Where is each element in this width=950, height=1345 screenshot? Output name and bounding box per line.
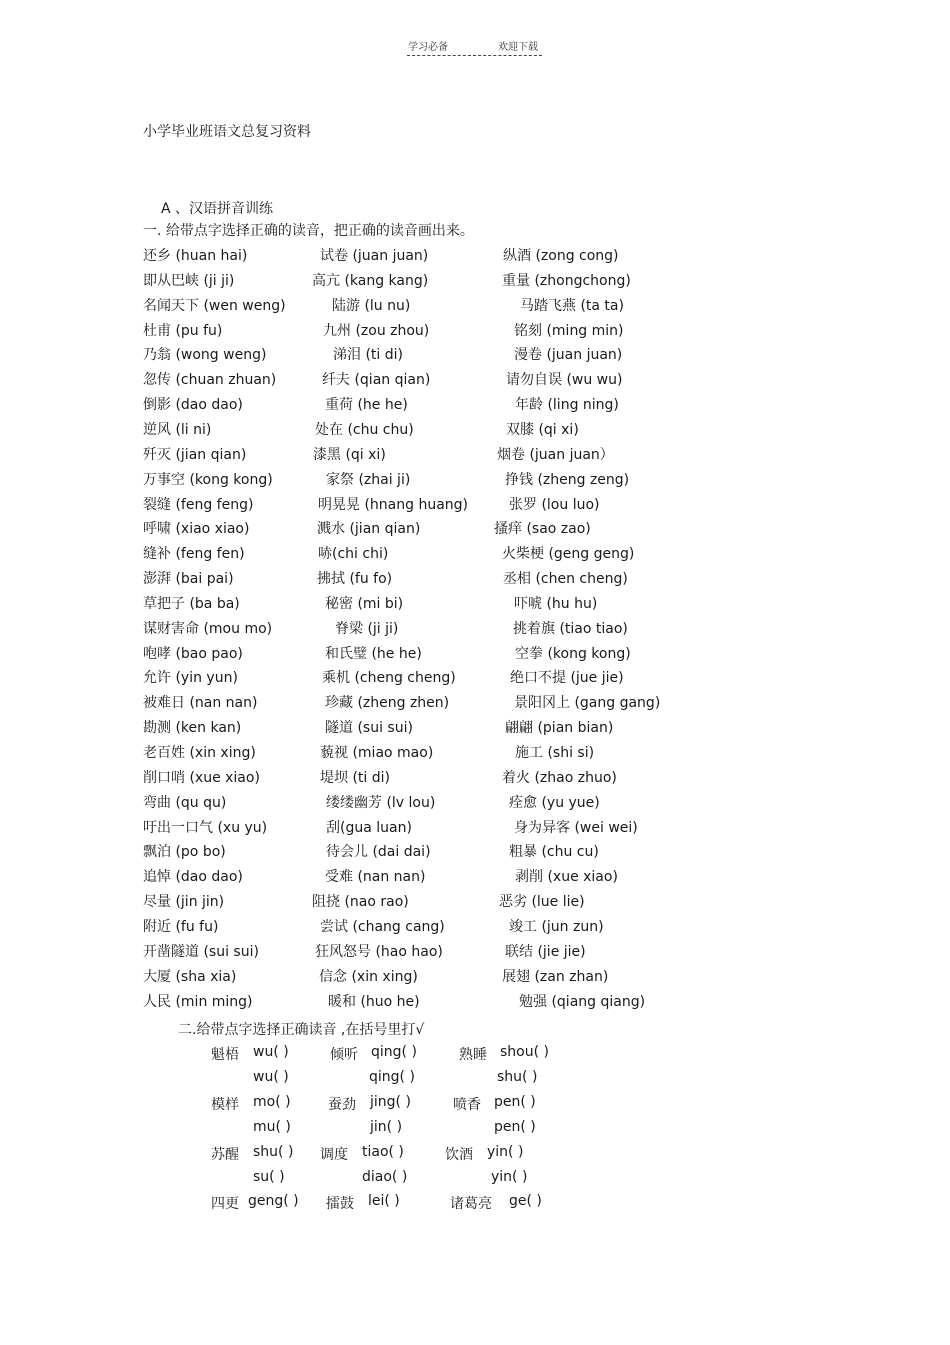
pinyin-item: 裂缝 (feng feng) xyxy=(143,496,254,513)
question-2-row xyxy=(0,1094,950,1118)
question-1-row xyxy=(0,320,950,344)
reading-option: shou( ) xyxy=(500,1044,549,1060)
pinyin-item: 竣工 (jun zun) xyxy=(509,918,604,935)
question-1-row xyxy=(0,717,950,741)
pinyin-item: 景阳冈上 (gang gang) xyxy=(514,695,661,712)
pinyin-item: 漫卷 (juan juan) xyxy=(514,347,623,364)
pinyin-item: 挑着旗 (tiao tiao) xyxy=(513,620,628,637)
pinyin-item: 马踏飞燕 (ta ta) xyxy=(520,297,624,314)
pinyin-item: 和氏璧 (he he) xyxy=(325,645,422,662)
question-1-row xyxy=(0,444,950,468)
reading-option: tiao( ) xyxy=(362,1143,404,1160)
pinyin-item: 粗暴 (chu cu) xyxy=(509,844,599,861)
reading-option: qing( ) xyxy=(371,1044,417,1060)
word-item: 倾听 xyxy=(330,1047,358,1063)
reading-option: mu( ) xyxy=(253,1118,291,1135)
question-1-row xyxy=(0,941,950,965)
pinyin-item: 谋财害命 (mou mo) xyxy=(143,620,273,637)
pinyin-item: 追悼 (dao dao) xyxy=(143,869,243,886)
pinyin-item: 大厦 (sha xia) xyxy=(143,968,237,985)
question-1-row xyxy=(0,419,950,443)
pinyin-item: 狂风怒号 (hao hao) xyxy=(315,943,443,960)
word-item: 苏醒 xyxy=(211,1146,239,1163)
word-item: 蚕劲 xyxy=(328,1096,356,1113)
question-1-row xyxy=(0,742,950,766)
pinyin-item: 陆游 (lu nu) xyxy=(332,297,411,314)
pinyin-item: 勉强 (qiang qiang) xyxy=(519,993,646,1010)
question-1-row xyxy=(0,618,950,642)
pinyin-item: 开凿隧道 (sui sui) xyxy=(143,943,259,960)
word-item: 喷香 xyxy=(453,1096,481,1113)
pinyin-item: 恶劣 (lue lie) xyxy=(499,894,585,911)
pinyin-item: 联结 (jie jie) xyxy=(505,943,586,960)
reading-option: ge( ) xyxy=(509,1193,542,1210)
pinyin-item: 九州 (zou zhou) xyxy=(323,322,430,339)
question-1-row xyxy=(0,841,950,865)
question-1-row xyxy=(0,469,950,493)
word-item: 饮酒 xyxy=(445,1146,473,1163)
pinyin-item: 堤坝 (ti di) xyxy=(320,769,390,786)
pinyin-item: 信念 (xin xing) xyxy=(319,968,418,985)
word-item: 调度 xyxy=(320,1146,348,1163)
reading-option: shu( ) xyxy=(497,1068,538,1085)
reading-option: su( ) xyxy=(253,1168,285,1185)
pinyin-item: 即从巴峡 (ji ji) xyxy=(143,272,235,289)
pinyin-item: 哧(chi chi) xyxy=(318,546,389,563)
word-item: 模样 xyxy=(211,1096,239,1113)
question-1-row xyxy=(0,270,950,294)
question-1-row xyxy=(0,593,950,617)
pinyin-item: 附近 (fu fu) xyxy=(143,918,219,935)
pinyin-item: 吁出一口气 (xu yu) xyxy=(143,819,268,836)
header-left-text: 学习必备 xyxy=(408,42,448,53)
question-1-row xyxy=(0,692,950,716)
question-1-row xyxy=(0,295,950,319)
question-1-row xyxy=(0,667,950,691)
pinyin-item: 还乡 (huan hai) xyxy=(143,248,248,264)
pinyin-item: 请勿自误 (wu wu) xyxy=(506,372,623,389)
pinyin-item: 绝口不提 (jue jie) xyxy=(510,670,624,687)
pinyin-item: 双膝 (qi xi) xyxy=(506,421,579,438)
reading-option: yin( ) xyxy=(491,1168,528,1185)
pinyin-item: 万事空 (kong kong) xyxy=(143,471,273,488)
pinyin-item: 被难日 (nan nan) xyxy=(143,695,258,712)
pinyin-item: 尽量 (jin jin) xyxy=(143,894,225,911)
pinyin-item: 逆风 (li ni) xyxy=(143,421,212,438)
reading-option: jin( ) xyxy=(370,1118,403,1135)
question-2-row xyxy=(0,1169,950,1193)
question-1-row xyxy=(0,792,950,816)
question-1-row xyxy=(0,494,950,518)
question-1-row xyxy=(0,245,950,269)
pinyin-item: 倒影 (dao dao) xyxy=(143,397,243,414)
pinyin-item: 着火 (zhao zhuo) xyxy=(502,769,617,786)
header-divider xyxy=(407,55,542,56)
pinyin-item: 搔痒 (sao zao) xyxy=(494,521,591,538)
pinyin-item: 珍藏 (zheng zhen) xyxy=(325,695,450,712)
pinyin-item: 尝试 (chang cang) xyxy=(320,918,445,935)
question-1-row xyxy=(0,369,950,393)
question-1-row xyxy=(0,767,950,791)
pinyin-item: 刮(gua luan) xyxy=(326,819,412,836)
pinyin-item: 空拳 (kong kong) xyxy=(515,645,631,662)
pinyin-item: 弯曲 (qu qu) xyxy=(143,794,227,811)
reading-option: pen( ) xyxy=(494,1093,536,1110)
pinyin-item: 火柴梗 (geng geng) xyxy=(502,546,635,563)
pinyin-item: 处在 (chu chu) xyxy=(315,421,414,438)
pinyin-item: 杜甫 (pu fu) xyxy=(143,322,223,339)
reading-option: mo( ) xyxy=(253,1093,291,1110)
question-1-row xyxy=(0,991,950,1015)
document-title: 小学毕业班语文总复习资料 xyxy=(143,124,311,140)
header-right-text: 欢迎下载 xyxy=(498,42,538,53)
pinyin-item: 年龄 (ling ning) xyxy=(515,397,619,414)
pinyin-item: 剥削 (xue xiao) xyxy=(515,869,618,886)
word-item: 擂鼓 xyxy=(326,1196,354,1213)
pinyin-item: 阻挠 (nao rao) xyxy=(312,894,409,911)
pinyin-item: 澎湃 (bai pai) xyxy=(143,571,234,588)
pinyin-item: 纤夫 (qian qian) xyxy=(322,372,431,389)
reading-option: yin( ) xyxy=(487,1143,524,1160)
pinyin-item: 藐视 (miao mao) xyxy=(320,745,434,761)
pinyin-item: 家祭 (zhai ji) xyxy=(326,471,411,488)
pinyin-item: 咆哮 (bao pao) xyxy=(143,645,243,662)
pinyin-item: 溅水 (jian qian) xyxy=(317,521,421,538)
word-item: 熟睡 xyxy=(459,1047,487,1063)
reading-option: lei( ) xyxy=(368,1193,400,1210)
question-2-row xyxy=(0,1044,950,1068)
word-item: 诸葛亮 xyxy=(450,1196,492,1213)
question-1-row xyxy=(0,543,950,567)
question-2-row xyxy=(0,1069,950,1093)
pinyin-item: 铭刻 (ming min) xyxy=(514,322,624,339)
pinyin-item: 允许 (yin yun) xyxy=(143,670,238,687)
question-1-row xyxy=(0,866,950,890)
pinyin-item: 秘密 (mi bi) xyxy=(325,595,404,612)
question-2-row xyxy=(0,1119,950,1143)
question-1-row xyxy=(0,817,950,841)
pinyin-item: 缝补 (feng fen) xyxy=(143,546,245,563)
pinyin-item: 翩翩 (pian bian) xyxy=(505,720,614,737)
question-2-row xyxy=(0,1193,950,1217)
question-1-row xyxy=(0,568,950,592)
pinyin-item: 漆黑 (qi xi) xyxy=(313,446,386,463)
word-item: 四更 xyxy=(211,1196,239,1213)
question-1-row xyxy=(0,966,950,990)
pinyin-item: 名闻天下 (wen weng) xyxy=(143,297,286,314)
pinyin-item: 暖和 (huo he) xyxy=(328,993,420,1010)
reading-option: jing( ) xyxy=(370,1093,411,1110)
pinyin-item: 高亢 (kang kang) xyxy=(312,272,429,289)
pinyin-item: 脊梁 (ji ji) xyxy=(335,620,399,637)
word-item: 魁梧 xyxy=(211,1047,239,1063)
pinyin-item: 明晃晃 (hnang huang) xyxy=(318,496,468,513)
question-2-instruction: 二.给带点字选择正确读音 ,在括号里打√ xyxy=(178,1022,425,1038)
question-1-row xyxy=(0,394,950,418)
pinyin-item: 烟卷 (juan juan） xyxy=(497,446,614,463)
reading-option: wu( ) xyxy=(253,1044,289,1060)
pinyin-item: 乘机 (cheng cheng) xyxy=(322,670,456,687)
question-1-row xyxy=(0,344,950,368)
reading-option: diao( ) xyxy=(362,1168,408,1185)
pinyin-item: 受难 (nan nan) xyxy=(325,869,426,886)
pinyin-item: 涕泪 (ti di) xyxy=(333,347,403,364)
pinyin-item: 人民 (min ming) xyxy=(143,993,253,1010)
question-1-row xyxy=(0,643,950,667)
reading-option: wu( ) xyxy=(253,1068,289,1085)
pinyin-item: 施工 (shi si) xyxy=(515,745,595,761)
pinyin-item: 飘泊 (po bo) xyxy=(143,844,226,861)
pinyin-item: 忽传 (chuan zhuan) xyxy=(143,372,277,389)
question-2-row xyxy=(0,1144,950,1168)
pinyin-item: 老百姓 (xin xing) xyxy=(143,745,256,761)
reading-option: qing( ) xyxy=(369,1068,415,1085)
pinyin-item: 缕缕幽芳 (lv lou) xyxy=(326,794,436,811)
pinyin-item: 拂拭 (fu fo) xyxy=(317,571,393,588)
reading-option: geng( ) xyxy=(248,1193,299,1210)
reading-option: pen( ) xyxy=(494,1118,536,1135)
pinyin-item: 展翅 (zan zhan) xyxy=(502,968,609,985)
pinyin-item: 纵酒 (zong cong) xyxy=(503,248,619,264)
pinyin-item: 重量 (zhongchong) xyxy=(502,272,631,289)
question-1-row xyxy=(0,518,950,542)
pinyin-item: 待会儿 (dai dai) xyxy=(326,844,431,861)
pinyin-item: 勘测 (ken kan) xyxy=(143,720,242,737)
pinyin-item: 痊愈 (yu yue) xyxy=(509,794,600,811)
pinyin-item: 削口哨 (xue xiao) xyxy=(143,769,260,786)
pinyin-item: 挣钱 (zheng zeng) xyxy=(505,471,630,488)
pinyin-item: 身为异客 (wei wei) xyxy=(514,819,638,836)
reading-option: shu( ) xyxy=(253,1143,294,1160)
pinyin-item: 试卷 (juan juan) xyxy=(320,248,429,264)
pinyin-item: 张罗 (lou luo) xyxy=(509,496,600,513)
pinyin-item: 吓唬 (hu hu) xyxy=(514,595,598,612)
pinyin-item: 歼灭 (jian qian) xyxy=(143,446,247,463)
pinyin-item: 重荷 (he he) xyxy=(325,397,408,414)
question-1-row xyxy=(0,916,950,940)
question-1-instruction: 一. 给带点字选择正确的读音，把正确的读音画出来。 xyxy=(143,223,474,239)
pinyin-item: 乃翁 (wong weng) xyxy=(143,347,267,364)
pinyin-item: 丞相 (chen cheng) xyxy=(503,571,628,588)
pinyin-item: 隧道 (sui sui) xyxy=(325,720,413,737)
question-1-row xyxy=(0,891,950,915)
pinyin-item: 草把子 (ba ba) xyxy=(143,595,240,612)
pinyin-item: 呼啸 (xiao xiao) xyxy=(143,521,250,538)
section-heading: A 、汉语拼音训练 xyxy=(161,201,274,217)
